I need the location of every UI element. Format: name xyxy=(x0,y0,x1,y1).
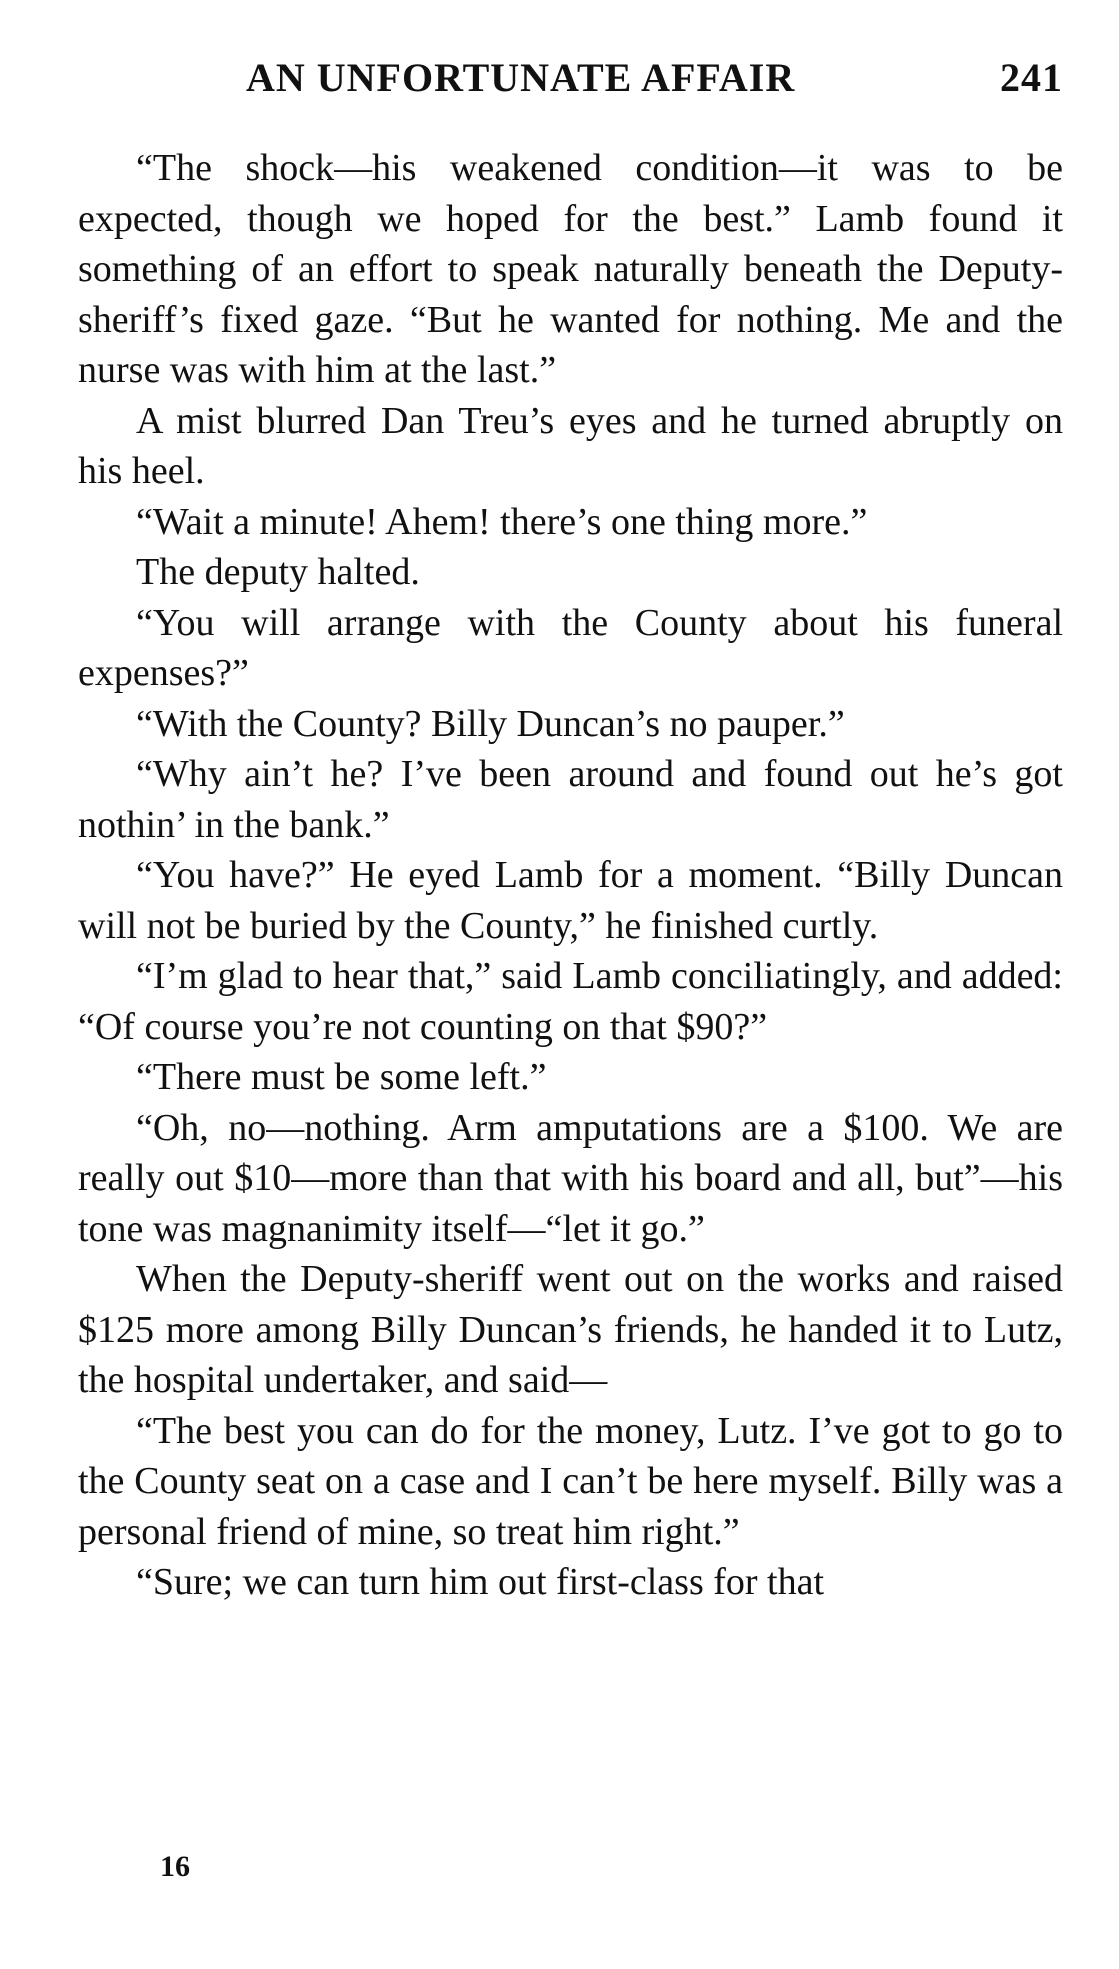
running-head xyxy=(78,54,1063,104)
paragraph: “Sure; we can turn him out first-class for that xyxy=(136,1561,825,1603)
paragraph: “You have?” He eyed Lamb for a moment. “Billy Duncan will not be buried by the County,” he finished curtly. xyxy=(78,854,1063,947)
running-title: AN UNFORTUNATE AFFAIR xyxy=(246,55,796,100)
page-number: 241 xyxy=(1000,55,1063,100)
paragraph: “The best you can do for the money, Lutz. I’ve got to go to the County seat on a case and I can’t be here myself. Billy was a personal friend of mine, so treat him right.” xyxy=(78,1409,1063,1553)
paragraph: “You will arrange with the County about his funeral expenses?” xyxy=(78,601,1063,694)
paragraph: “The shock—his weakened condition—it was to be expected, though we hoped for the best.” Lamb found it something of an effort to speak naturally beneath the Deputy-sheriff’s fixed gaze. “But he wanted for nothing. Me and the nurse was with him at the last.” xyxy=(78,147,1063,391)
paragraph: “There must be some left.” xyxy=(136,1056,547,1098)
signature-mark: 16 xyxy=(160,1850,190,1883)
paragraph: The deputy halted. xyxy=(136,551,420,593)
paragraph: “Wait a minute! Ahem! there’s one thing more.” xyxy=(136,500,868,543)
paragraph: “I’m glad to hear that,” said Lamb conciliatingly, and added: “Of course you’re not counting on that $90?” xyxy=(78,955,1063,1048)
paragraph: “Why ain’t he? I’ve been around and found out he’s got nothin’ in the bank.” xyxy=(78,753,1063,846)
paragraph: When the Deputy-sheriff went out on the works and raised $125 more among Billy Duncan’s friends, he handed it to Lutz, the hospital undertaker, and said— xyxy=(78,1258,1063,1401)
body-text xyxy=(78,143,1063,1608)
paragraph: “With the County? Billy Duncan’s no pauper.” xyxy=(136,702,845,745)
paragraph: “Oh, no—nothing. Arm amputations are a $100. We are really out $10—more than that with his board and all, but”—his tone was magnanimity itself—“let it go.” xyxy=(78,1106,1063,1250)
paragraph: A mist blurred Dan Treu’s eyes and he turned abruptly on his heel. xyxy=(78,399,1063,492)
